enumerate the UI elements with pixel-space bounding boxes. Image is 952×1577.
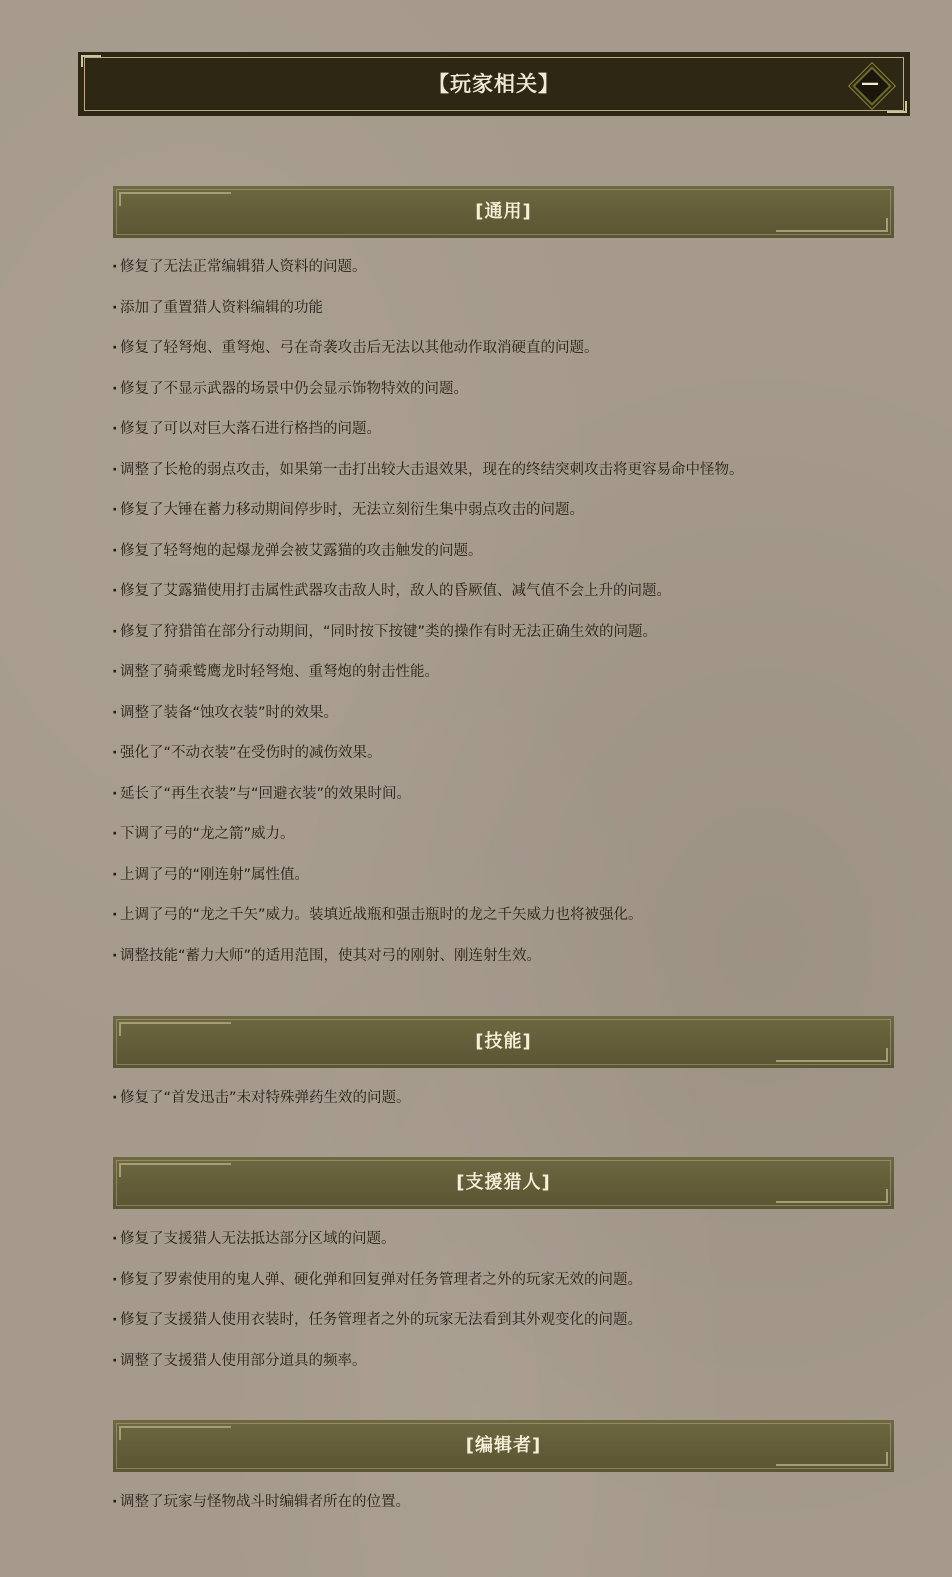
- bullet: ·: [112, 1494, 118, 1510]
- bullet: ·: [112, 421, 118, 437]
- item-text: 修复了大锤在蓄力移动期间停步时，无法立刻衍生集中弱点攻击的问题。: [120, 502, 584, 518]
- bullet: ·: [112, 785, 118, 802]
- item-text: 调整了玩家与怪物战斗时编辑者所在的位置。: [120, 1494, 410, 1510]
- bullet: ·: [112, 907, 118, 923]
- list-item: [112, 255, 902, 296]
- list-item: [112, 822, 902, 863]
- item-text: 调整技能“蓄力大师”的适用范围，使其对弓的刚射、刚连射生效。: [120, 947, 542, 964]
- item-text: 延长了“再生衣装”与“回避衣装”的效果时间。: [120, 785, 412, 802]
- minus-icon: —: [861, 73, 879, 94]
- section-header-editor: [113, 1420, 894, 1472]
- list-item: [112, 417, 902, 458]
- item-text: 修复了狩猎笛在部分行动期间，“同时按下按键”类的操作有时无法正确生效的问题。: [120, 623, 658, 640]
- section-header-general: [113, 186, 894, 238]
- item-text: 修复了支援猎人使用衣装时，任务管理者之外的玩家无法看到其外观变化的问题。: [120, 1312, 642, 1328]
- list-item: [112, 863, 902, 904]
- section-title: [支援猎人]: [456, 1172, 551, 1193]
- list-item: [112, 498, 902, 539]
- list-item: [112, 1268, 902, 1309]
- list-item: [112, 377, 902, 418]
- section-title: [编辑者]: [465, 1435, 542, 1456]
- item-text: 修复了“首发迅击”未对特殊弹药生效的问题。: [120, 1090, 411, 1106]
- item-text: 修复了不显示武器的场景中仍会显示饰物特效的问题。: [120, 380, 468, 397]
- bullet: ·: [112, 1352, 118, 1369]
- item-text: 修复了艾露猫使用打击属性武器攻击敌人时，敌人的昏厥值、减气值不会上升的问题。: [120, 583, 671, 599]
- list-item: [112, 539, 902, 580]
- collapse-button[interactable]: [852, 66, 888, 102]
- list-item: [112, 620, 902, 661]
- bullet: ·: [112, 1090, 118, 1106]
- list-item: [112, 701, 902, 742]
- main-section-header: [78, 52, 910, 116]
- item-text: 修复了罗索使用的鬼人弹、硬化弹和回复弹对任务管理者之外的玩家无效的问题。: [120, 1271, 642, 1288]
- list-item: [112, 1490, 902, 1531]
- item-text: 下调了弓的“龙之箭”威力。: [120, 826, 295, 842]
- list-item: [112, 1349, 902, 1390]
- main-section-title: 【玩家相关】: [428, 72, 560, 96]
- item-text: 强化了“不动衣装”在受伤时的减伤效果。: [120, 745, 382, 761]
- item-text: 调整了骑乘鹫鹰龙时轻弩炮、重弩炮的射击性能。: [120, 664, 439, 680]
- item-text: 修复了轻弩炮、重弩炮、弓在奇袭攻击后无法以其他动作取消硬直的问题。: [120, 340, 599, 356]
- item-text: 调整了支援猎人使用部分道具的频率。: [120, 1352, 367, 1369]
- section-list-support-hunters: [112, 1227, 902, 1389]
- bullet: ·: [112, 461, 118, 478]
- list-item: [112, 296, 902, 337]
- bullet: ·: [112, 583, 118, 599]
- list-item: [112, 336, 902, 377]
- section-title: [技能]: [475, 1031, 532, 1052]
- item-text: 修复了支援猎人无法抵达部分区域的问题。: [120, 1231, 396, 1247]
- bullet: ·: [112, 542, 118, 559]
- section-list-editor: [112, 1490, 902, 1531]
- list-item: [112, 944, 902, 985]
- item-text: 修复了轻弩炮的起爆龙弹会被艾露猫的攻击触发的问题。: [120, 542, 483, 559]
- bullet: ·: [112, 1271, 118, 1288]
- section-list-skills: [112, 1086, 902, 1127]
- bullet: ·: [112, 866, 118, 883]
- section-header-support-hunters: [113, 1157, 894, 1209]
- list-item: [112, 903, 902, 944]
- bullet: ·: [112, 623, 118, 640]
- list-item: [112, 1086, 902, 1127]
- item-text: 调整了长枪的弱点攻击，如果第一击打出较大击退效果，现在的终结突刺攻击将更容易命中怪物。: [120, 461, 744, 478]
- bullet: ·: [112, 1312, 118, 1328]
- item-text: 上调了弓的“刚连射”属性值。: [120, 866, 310, 883]
- section-header-skills: [113, 1016, 894, 1068]
- section-list-general: [112, 255, 902, 984]
- bullet: ·: [112, 340, 118, 356]
- section-title: [通用]: [475, 201, 532, 222]
- list-item: [112, 1308, 902, 1349]
- bullet: ·: [112, 380, 118, 397]
- bullet: ·: [112, 947, 118, 964]
- bullet: ·: [112, 826, 118, 842]
- item-text: 调整了装备“蚀攻衣装”时的效果。: [120, 704, 339, 721]
- bullet: ·: [112, 299, 118, 316]
- list-item: [112, 660, 902, 701]
- list-item: [112, 782, 902, 823]
- bullet: ·: [112, 502, 118, 518]
- bullet: ·: [112, 704, 118, 721]
- item-text: 添加了重置猎人资料编辑的功能: [120, 299, 323, 316]
- bullet: ·: [112, 745, 118, 761]
- item-text: 修复了可以对巨大落石进行格挡的问题。: [120, 421, 381, 437]
- list-item: [112, 579, 902, 620]
- bullet: ·: [112, 259, 118, 275]
- list-item: [112, 1227, 902, 1268]
- list-item: [112, 741, 902, 782]
- bullet: ·: [112, 664, 118, 680]
- bullet: ·: [112, 1231, 118, 1247]
- list-item: [112, 458, 902, 499]
- item-text: 上调了弓的“龙之千矢”威力。装填近战瓶和强击瓶时的龙之千矢威力也将被强化。: [120, 907, 643, 923]
- item-text: 修复了无法正常编辑猎人资料的问题。: [120, 259, 367, 275]
